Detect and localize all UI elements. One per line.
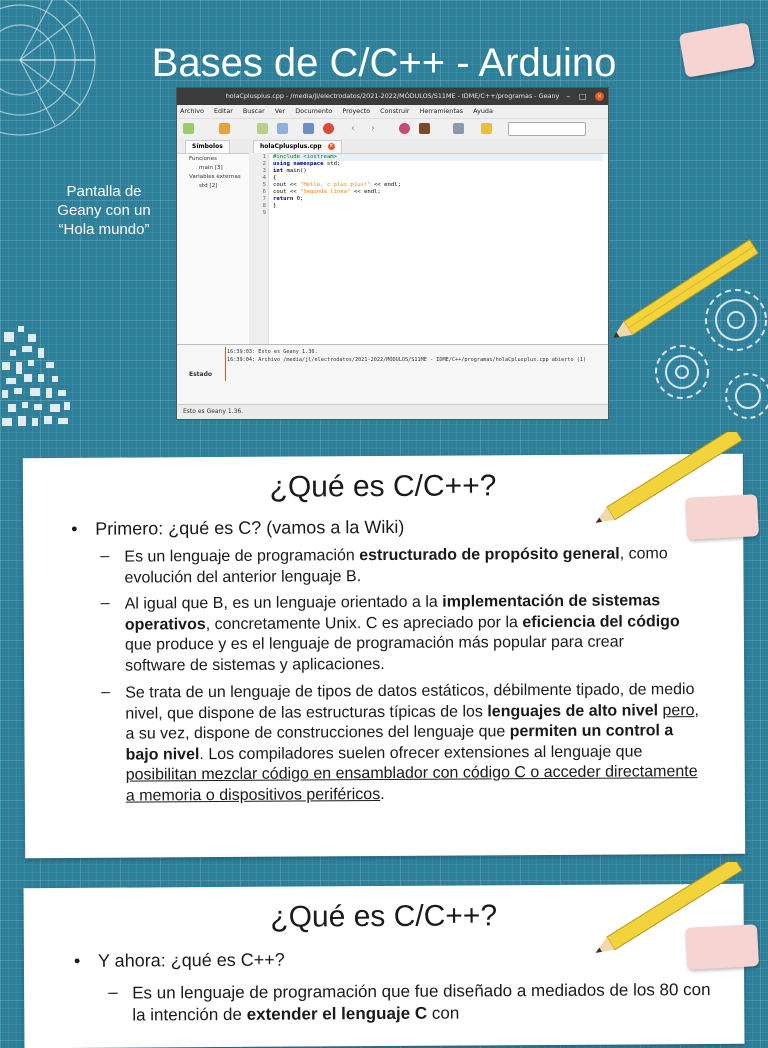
bullet-dot: •	[71, 518, 78, 539]
menu-documento: Documento	[295, 107, 333, 115]
underlined-text: pero	[662, 701, 695, 719]
gears-decoration	[644, 280, 768, 430]
text: con	[427, 1003, 460, 1023]
slide-title: Bases de C/C++ - Arduino	[151, 41, 617, 85]
code-line-5-a: cout <<	[273, 182, 300, 188]
menu-proyecto: Proyecto	[342, 107, 371, 115]
menu-ayuda: Ayuda	[473, 107, 493, 115]
code-line-2-keyword: using namespace	[273, 161, 324, 167]
text: Es un lenguaje de programación	[124, 547, 360, 566]
code-line-6-string: "Segunda línea"	[299, 189, 351, 195]
new-file-icon	[183, 123, 194, 134]
run-icon	[453, 123, 464, 134]
code-line-1: #include <iostream>	[273, 154, 603, 161]
bold-text: eficiencia del código	[522, 612, 680, 631]
symbol-group-variables: Variables externas	[189, 174, 241, 180]
message-panel	[177, 344, 608, 407]
subbullet-3	[101, 680, 706, 807]
menu-construir: Construir	[380, 107, 410, 115]
code-line-4: {	[273, 175, 277, 181]
menu-herramientas: Herramientas	[419, 107, 464, 115]
tab-simbolos: Símbolos	[185, 140, 230, 153]
forward-icon: ›	[371, 123, 375, 134]
code-line-5-b: << endl;	[370, 182, 401, 188]
bold-text: implementación de sistemas operativos	[124, 592, 661, 634]
document-tabs	[249, 139, 608, 154]
screenshot-caption: Pantalla de Geany con un “Hola mundo”	[57, 183, 151, 238]
text: . Los compiladores suelen ofrecer extensiones al lenguaje que	[199, 742, 643, 763]
code-line-6-a: cout <<	[273, 189, 300, 195]
save-icon	[257, 123, 268, 134]
text: , concretamente Unix. C es apreciado por la	[205, 613, 523, 633]
text: que produce y es el lenguaje de programación más popular para crear software de sistemas y aplicaciones.	[124, 633, 624, 675]
sidebar-tabs	[177, 139, 249, 154]
line-numbers: 1 2 3 4 5 6 7 8 9	[249, 153, 269, 344]
close-file-icon	[323, 123, 334, 134]
menu-buscar: Buscar	[242, 107, 265, 115]
menu-ver: Ver	[274, 107, 286, 115]
slide-title: ¿Qué es C/C++?	[270, 899, 498, 934]
pencil-decoration	[582, 862, 742, 962]
code-line-8: }	[273, 203, 277, 209]
subbullet-1	[108, 979, 712, 1027]
file-tab-label: holaCplusplus.cpp	[260, 143, 322, 150]
code-line-7-keyword: return	[273, 196, 294, 202]
geany-main-area	[177, 139, 608, 344]
search-field	[508, 122, 586, 136]
build-icon	[419, 123, 430, 134]
color-chooser-icon	[481, 123, 492, 134]
symbol-std: std [2]	[199, 183, 218, 189]
menu-editar: Editar	[213, 107, 233, 115]
symbol-main: main [3]	[199, 165, 223, 171]
geany-menubar	[177, 105, 608, 119]
text: .	[380, 785, 385, 803]
bold-text: estructurado de propósito general	[359, 545, 620, 565]
code-line-6-b: << endl;	[350, 189, 381, 195]
bullet-text: Primero: ¿qué es C? (vamos a la Wiki)	[95, 516, 405, 539]
text: , a su vez, dispone de construcciones del lenguaje que	[125, 701, 700, 743]
dash-marker: –	[108, 982, 118, 1002]
subbullet-2	[100, 591, 685, 676]
minimize-icon: –	[566, 92, 571, 101]
bold-text: permiten un control a bajo nivel	[125, 722, 674, 764]
geany-titlebar	[177, 88, 608, 105]
geany-screenshot	[176, 87, 609, 420]
dash-marker: –	[100, 547, 110, 565]
bold-text: extender el lenguaje C	[246, 1003, 428, 1024]
statusbar: Esto es Geany 1.36.	[177, 404, 608, 419]
geany-toolbar	[177, 119, 608, 140]
text: Al igual que B, es un lenguaje orientado a la	[124, 593, 443, 613]
pencil-decoration	[582, 432, 742, 532]
code-line-7-rest: 0;	[293, 196, 304, 202]
text: Se trata de un lenguaje de tipos de datos estáticos, débilmente tipado, de medio nivel, que dispone de las estructuras típicas de los	[125, 681, 695, 723]
text: Es un lenguaje de programación que fue diseñado a mediados de los 80 con la intención de	[132, 980, 711, 1025]
back-icon: ‹	[351, 123, 355, 134]
qr-code-decoration	[0, 322, 78, 432]
save-all-icon	[277, 123, 288, 134]
revert-icon	[303, 123, 314, 134]
subbullet-1	[100, 544, 704, 589]
code-line-2-rest: std;	[323, 161, 341, 167]
message-marker	[225, 347, 226, 381]
bullet-dot: •	[73, 950, 81, 971]
symbols-sidebar	[177, 139, 250, 344]
tab-holacplusplus	[253, 140, 342, 153]
status-tab-label: Estado	[189, 371, 213, 378]
code-line-3-keyword: int	[273, 168, 284, 174]
bold-text: lenguajes de alto nivel	[487, 701, 659, 720]
code-line-5-string: "Hello, c plus plus!"	[299, 182, 371, 188]
open-file-icon	[219, 123, 230, 134]
source-code	[273, 154, 603, 210]
compile-icon	[399, 123, 410, 134]
window-controls	[560, 88, 604, 105]
code-editor	[249, 139, 608, 344]
geany-window-title: holaCplusplus.cpp - /media/jl/electrodatos/2021-2022/MÓDULOS/S11ME - IDME/C++/programas - Geany	[225, 92, 560, 100]
bullet-text: Y ahora: ¿qué es C++?	[97, 949, 285, 971]
code-line-3-rest: main()	[283, 168, 307, 174]
close-tab-icon: ×	[329, 143, 334, 149]
status-messages: 16:39:03: Esto es Geany 1.36. 16:39:04: Archivo /media/jl/electrodatos/2021-2022/MÓDULOS/S11ME - IDME/C++/programas/holaCplusplus.cpp abierto (1)	[227, 349, 587, 363]
symbol-group-funciones: Funciones	[189, 156, 217, 162]
close-icon: ×	[596, 93, 603, 100]
text: , como evolución del anterior lenguaje B.	[124, 545, 668, 587]
slide-title: ¿Qué es C/C++?	[269, 469, 497, 504]
underlined-text: posibilitan mezclar código en ensamblador con código C o acceder directamente a memoria o dispositivos periféricos	[125, 763, 698, 805]
dash-marker: –	[100, 594, 110, 612]
bullet-y-ahora	[73, 949, 285, 972]
menu-archivo: Archivo	[180, 107, 204, 115]
dash-marker: –	[101, 683, 111, 701]
maximize-icon: □	[578, 92, 587, 101]
bullet-primero	[71, 516, 405, 540]
